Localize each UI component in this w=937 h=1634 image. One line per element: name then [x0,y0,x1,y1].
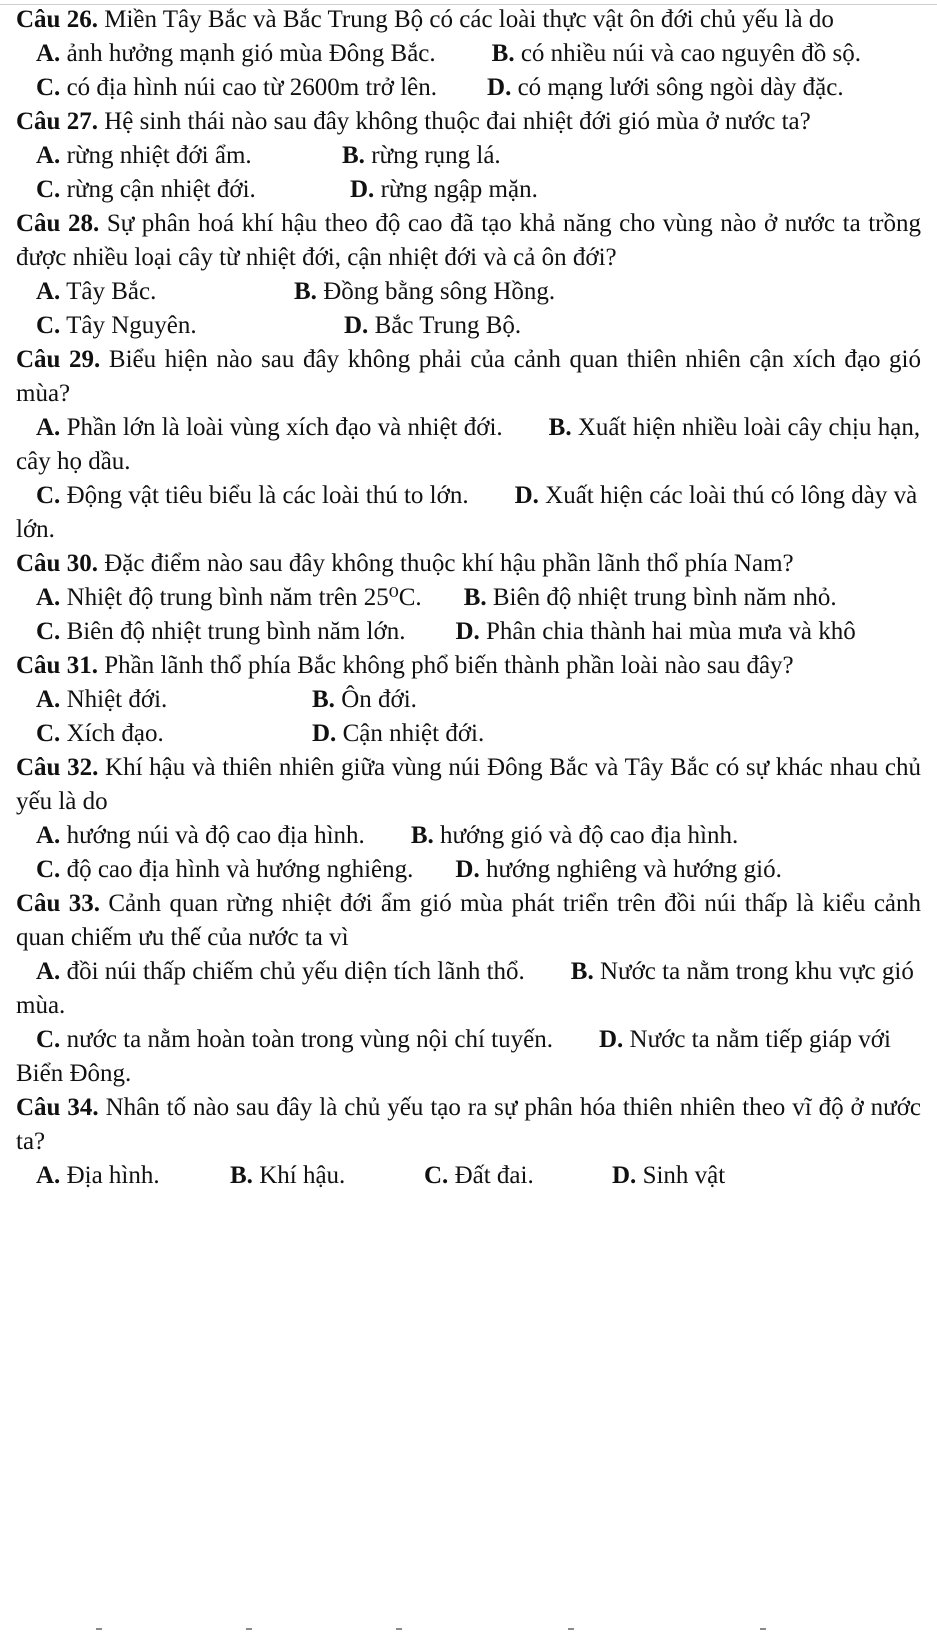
question-text: Cảnh quan rừng nhiệt đới ẩm gió mùa phát triển trên đồi núi thấp là kiểu cảnh quan chiếm ưu thế của nước ta vì [16,890,922,951]
option-letter: C. [36,176,61,203]
option-b: Nước ta nằm trong khu vực gió mùa. [16,958,914,1019]
option-letter: C. [36,720,61,747]
option-letter: A. [36,822,61,849]
option-d: Bắc Trung Bộ. [374,312,522,339]
question-number: Câu 32. [16,754,99,781]
option-d: Xuất hiện các loài thú có lông dày và lớn. [16,482,918,543]
option-a: đồi núi thấp chiếm chủ yếu diện tích lãnh thổ. [66,958,525,985]
option-d: rừng ngập mặn. [380,176,538,203]
crop-mark [396,1628,402,1630]
option-d: có mạng lưới sông ngòi dày đặc. [517,74,844,101]
option-letter: D. [455,856,480,883]
option-letter: A. [36,278,61,305]
question-text: Khí hậu và thiên nhiên giữa vùng núi Đông Bắc và Tây Bắc có sự khác nhau chủ yếu là do [16,754,921,815]
question-31 [16,649,921,751]
option-letter: D. [487,74,512,101]
question-29 [16,343,921,547]
option-c: Biên độ nhiệt trung bình năm lớn. [66,618,406,645]
option-c: Xích đạo. [66,720,164,747]
option-c: có địa hình núi cao từ 2600m trở lên. [66,74,438,101]
option-letter: C. [36,482,61,509]
option-letter: D. [514,482,539,509]
question-number: Câu 28. [16,210,100,237]
option-a: Địa hình. [66,1162,160,1189]
quiz-document [16,3,921,1193]
option-c: độ cao địa hình và hướng nghiêng. [66,856,414,883]
option-letter: A. [36,40,61,67]
question-text: Biểu hiện nào sau đây không phải của cảnh quan thiên nhiên cận xích đạo gió mùa? [16,346,922,407]
option-b: Đồng bằng sông Hồng. [323,278,556,305]
question-number: Câu 30. [16,550,98,577]
option-a: Phần lớn là loài vùng xích đạo và nhiệt đới. [66,414,503,441]
question-30 [16,547,921,649]
option-letter: B. [570,958,594,985]
option-b: Xuất hiện nhiều loài cây chịu hạn, cây họ dầu. [16,414,921,475]
question-28 [16,207,921,343]
option-letter: D. [350,176,375,203]
option-d: Cận nhiệt đới. [342,720,485,747]
option-letter: B. [548,414,572,441]
question-32 [16,751,921,887]
option-letter: A. [36,686,61,713]
option-a: Nhiệt độ trung bình năm trên 25⁰C. [66,584,422,611]
option-d: Sinh vật [642,1162,726,1189]
cropped-next-line [0,1626,937,1634]
option-a: Nhiệt đới. [66,686,168,713]
option-letter: C. [424,1162,449,1189]
option-b: Khí hậu. [259,1162,346,1189]
option-letter: A. [36,1162,61,1189]
option-letter: B. [294,278,317,305]
option-d: hướng nghiêng và hướng gió. [485,856,782,883]
option-letter: A. [36,142,61,169]
question-number: Câu 29. [16,346,101,373]
question-text: Miền Tây Bắc và Bắc Trung Bộ có các loài thực vật ôn đới chủ yếu là do [104,6,834,33]
question-number: Câu 31. [16,652,98,679]
option-a: ảnh hưởng mạnh gió mùa Đông Bắc. [66,40,436,67]
option-letter: A. [36,958,61,985]
option-letter: C. [36,74,61,101]
option-letter: D. [312,720,337,747]
question-26 [16,3,921,105]
question-34 [16,1091,921,1193]
question-33 [16,887,921,1091]
question-text: Phần lãnh thổ phía Bắc không phổ biến thành phần loài nào sau đây? [104,652,794,679]
question-number: Câu 27. [16,108,98,135]
option-letter: B. [410,822,434,849]
option-c: nước ta nằm hoàn toàn trong vùng nội chí tuyến. [66,1026,553,1053]
option-letter: C. [36,1026,61,1053]
option-letter: B. [312,686,335,713]
option-letter: C. [36,856,61,883]
option-c: Đất đai. [454,1162,534,1189]
option-a: Tây Bắc. [66,278,157,305]
option-b: hướng gió và độ cao địa hình. [440,822,739,849]
option-b: rừng rụng lá. [371,142,501,169]
option-letter: B. [230,1162,253,1189]
option-letter: B. [491,40,515,67]
option-a: hướng núi và độ cao địa hình. [66,822,365,849]
option-a: rừng nhiệt đới ẩm. [66,142,252,169]
option-letter: B. [463,584,487,611]
option-letter: A. [36,584,61,611]
question-27 [16,105,921,207]
question-text: Sự phân hoá khí hậu theo độ cao đã tạo khả năng cho vùng nào ở nước ta trồng được nhiều loại cây từ nhiệt đới, cận nhiệt đới và cả ôn đới? [16,210,921,271]
option-b: Biên độ nhiệt trung bình năm nhỏ. [492,584,837,611]
question-number: Câu 26. [16,6,98,33]
option-c: Tây Nguyên. [66,312,197,339]
crop-mark [246,1628,252,1630]
option-letter: D. [344,312,369,339]
option-letter: C. [36,312,61,339]
option-letter: C. [36,618,61,645]
crop-mark [568,1628,574,1630]
crop-mark [96,1628,102,1630]
option-d: Phân chia thành hai mùa mưa và khô [486,618,856,645]
question-text: Hệ sinh thái nào sau đây không thuộc đai nhiệt đới gió mùa ở nước ta? [104,108,811,135]
option-d: Nước ta nằm tiếp giáp với Biển Đông. [16,1026,891,1087]
option-letter: D. [455,618,480,645]
option-b: có nhiều núi và cao nguyên đồ sộ. [520,40,862,67]
option-c: rừng cận nhiệt đới. [66,176,256,203]
option-c: Động vật tiêu biểu là các loài thú to lớn. [66,482,469,509]
option-letter: A. [36,414,61,441]
question-text: Nhân tố nào sau đây là chủ yếu tạo ra sự phân hóa thiên nhiên theo vĩ độ ở nước ta? [16,1094,922,1155]
question-text: Đặc điểm nào sau đây không thuộc khí hậu phần lãnh thổ phía Nam? [104,550,794,577]
option-letter: D. [612,1162,637,1189]
question-number: Câu 33. [16,890,101,917]
option-b: Ôn đới. [341,686,417,713]
crop-mark [760,1628,766,1630]
option-letter: B. [342,142,365,169]
option-letter: D. [598,1026,624,1053]
question-number: Câu 34. [16,1094,99,1121]
